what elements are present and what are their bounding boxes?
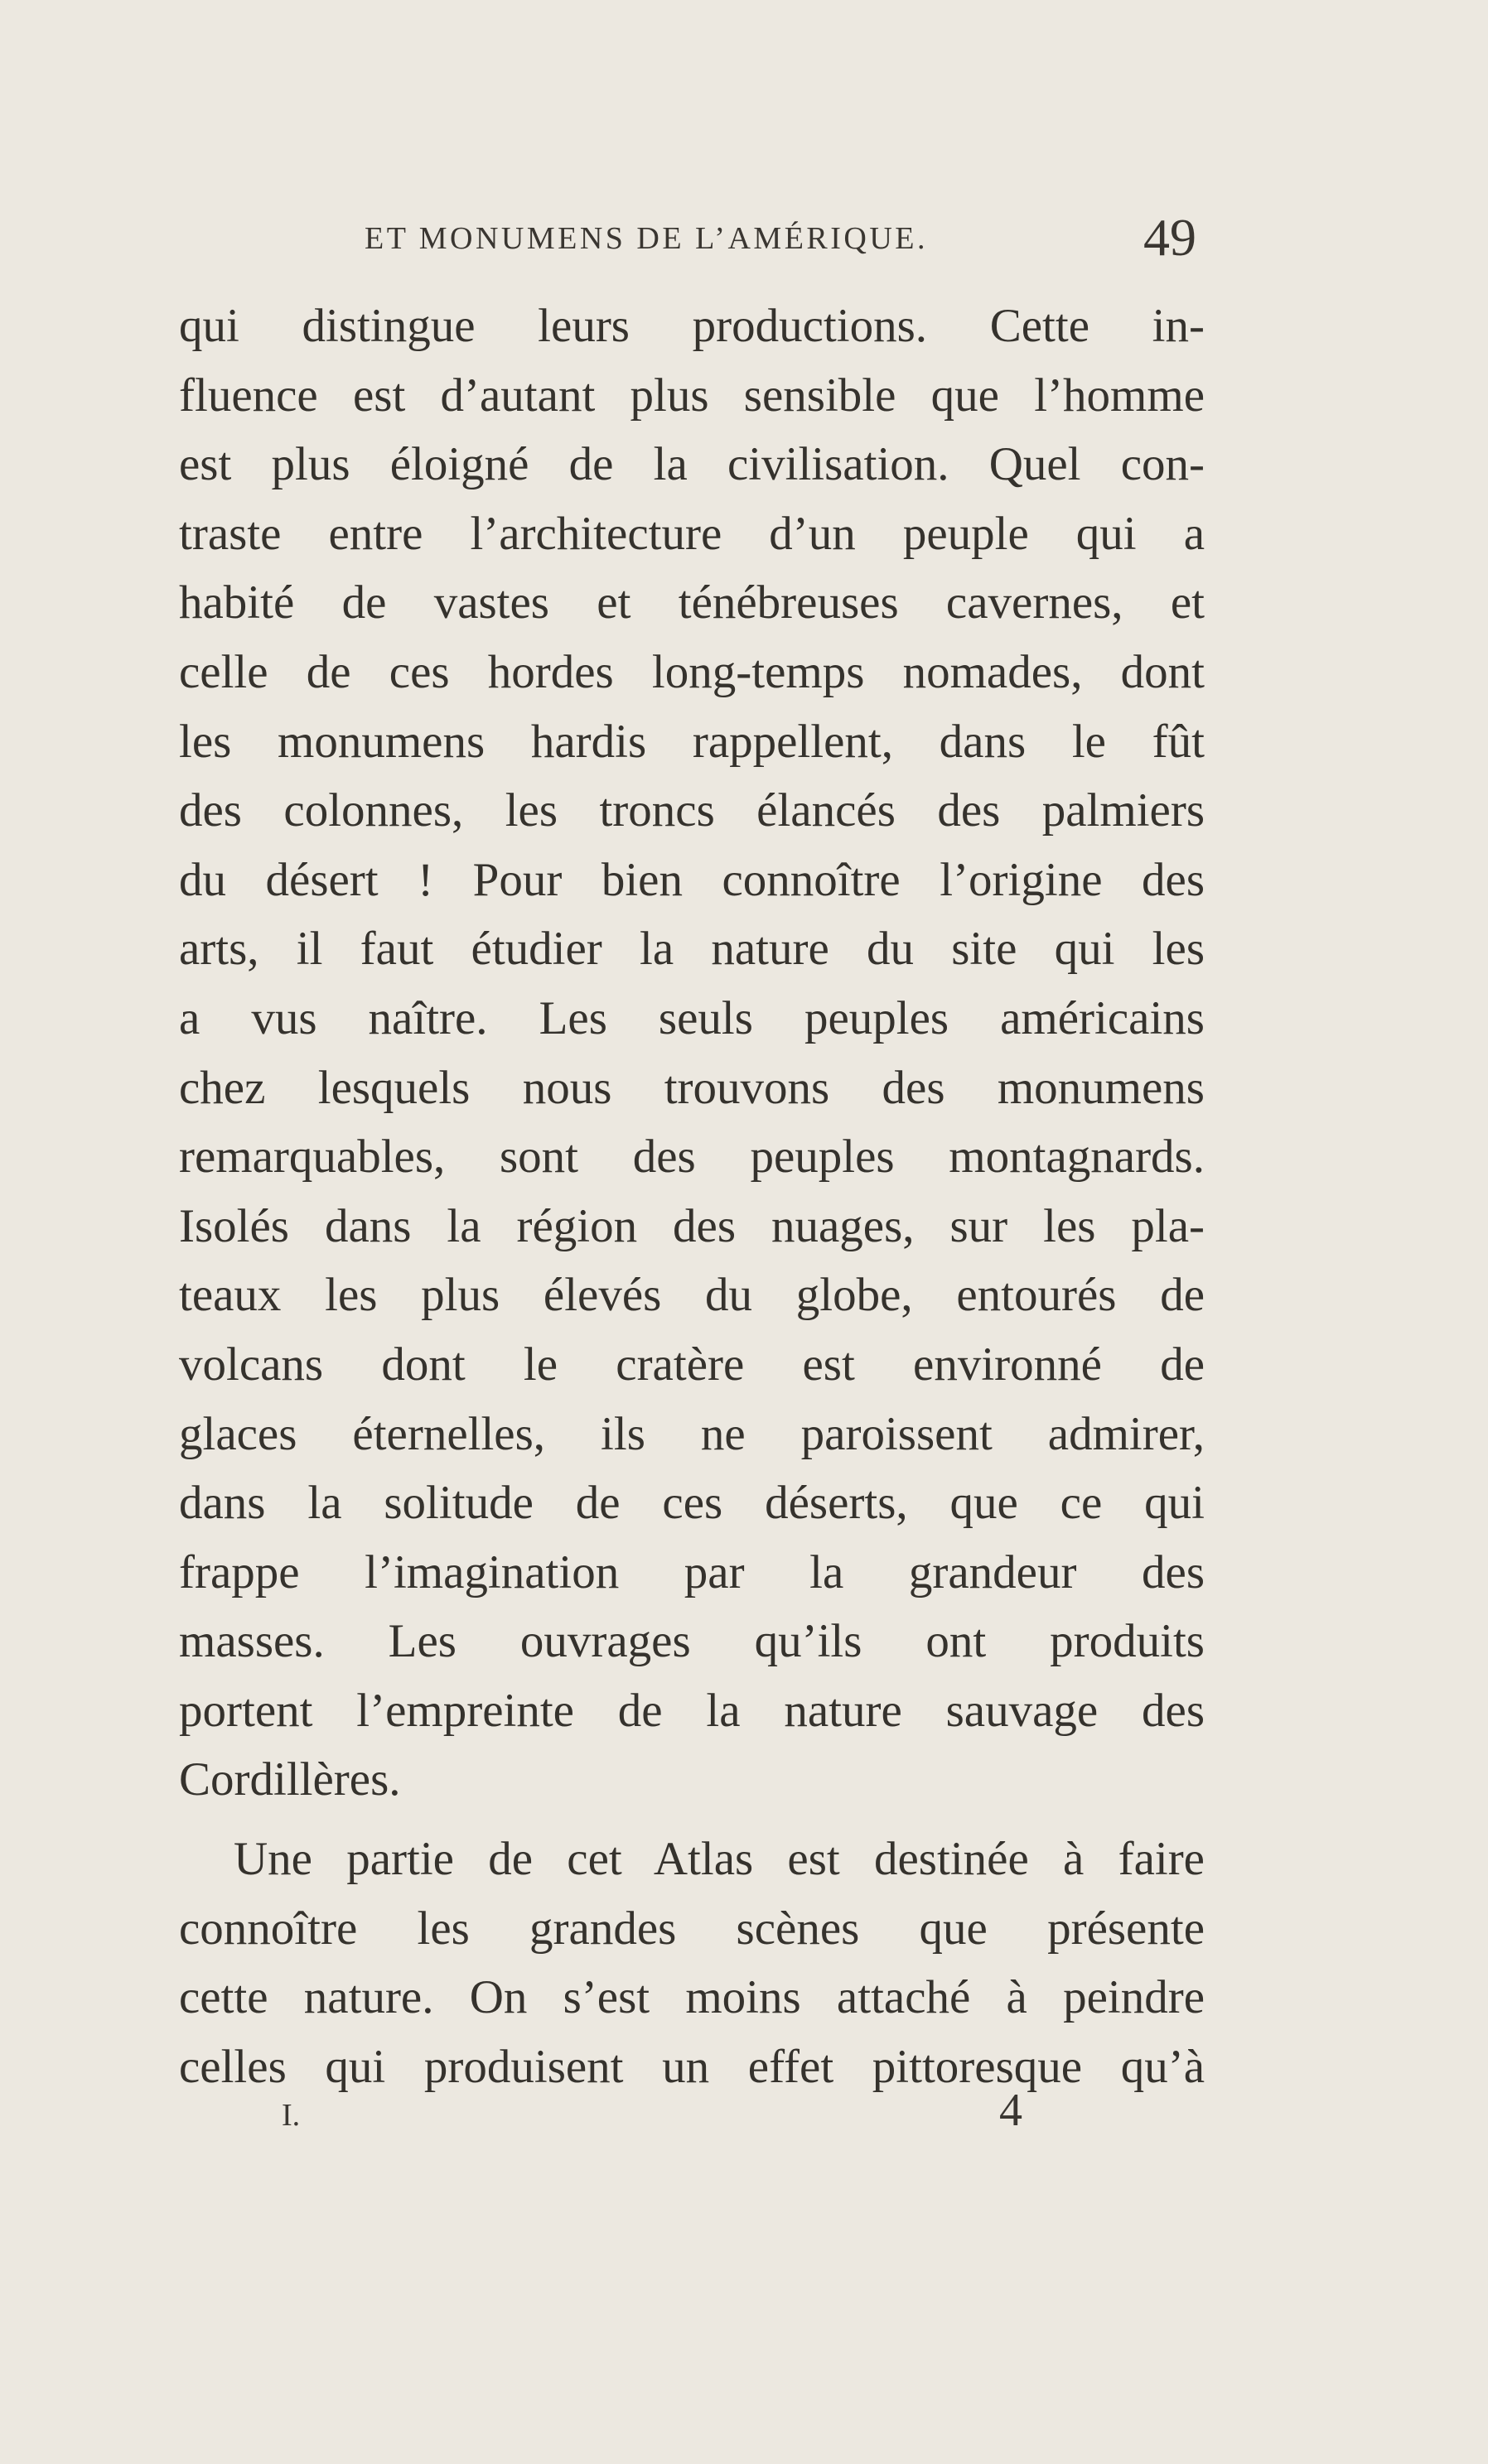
text-line: glaces éternelles, ils ne paroissent admirer, [179, 1407, 1205, 1460]
text-line: chez lesquels nous trouvons des monumens [179, 1061, 1205, 1114]
text-line: celles qui produisent un effet pittoresque qu’à [179, 2040, 1205, 2093]
text-line: Isolés dans la région des nuages, sur les pla- [179, 1199, 1205, 1252]
text-line: cette nature. On s’est moins attaché à peindre [179, 1971, 1205, 2024]
text-line: volcans dont le cratère est environné de [179, 1338, 1205, 1391]
text-line: portent l’empreinte de la nature sauvage des [179, 1684, 1205, 1737]
running-head [0, 208, 1488, 267]
signature-mark: I. [282, 2098, 301, 2133]
running-title: ET MONUMENS DE L’AMÉRIQUE. [365, 221, 928, 256]
text-line: les monumens hardis rappellent, dans le fût [179, 715, 1205, 768]
page-footer [0, 2084, 1488, 2142]
text-line: du désert ! Pour bien connoître l’origine des [179, 853, 1205, 906]
text-line: des colonnes, les troncs élancés des palmiers [179, 784, 1205, 837]
text-line: celle de ces hordes long-temps nomades, dont [179, 645, 1205, 698]
text-line: fluence est d’autant plus sensible que l’homme [179, 369, 1205, 422]
text-line: dans la solitude de ces déserts, que ce qui [179, 1477, 1205, 1530]
text-line: est plus éloigné de la civilisation. Quel con- [179, 438, 1205, 491]
text-line: traste entre l’architecture d’un peuple qui a [179, 507, 1205, 560]
text-line: remarquables, sont des peuples montagnards. [179, 1131, 1205, 1184]
text-line: Une partie de cet Atlas est destinée à faire [234, 1833, 1205, 1886]
page-number: 49 [1143, 208, 1196, 267]
text-line: habité de vastes et ténébreuses cavernes, et [179, 576, 1205, 629]
text-line: connoître les grandes scènes que présente [179, 1902, 1205, 1955]
text-line: teaux les plus élevés du globe, entourés de [179, 1269, 1205, 1322]
text-line: Cordillères. [179, 1753, 401, 1806]
paragraph-gap [179, 1815, 1205, 1825]
text-line: qui distingue leurs productions. Cette in- [179, 300, 1205, 352]
text-line: frappe l’imagination par la grandeur des [179, 1545, 1205, 1598]
gathering-number: 4 [999, 2085, 1022, 2136]
text-line: arts, il faut étudier la nature du site qui les [179, 923, 1205, 976]
body-text [179, 292, 1205, 2101]
text-line: masses. Les ouvrages qu’ils ont produits [179, 1615, 1205, 1668]
text-line: a vus naître. Les seuls peuples américains [179, 991, 1205, 1044]
